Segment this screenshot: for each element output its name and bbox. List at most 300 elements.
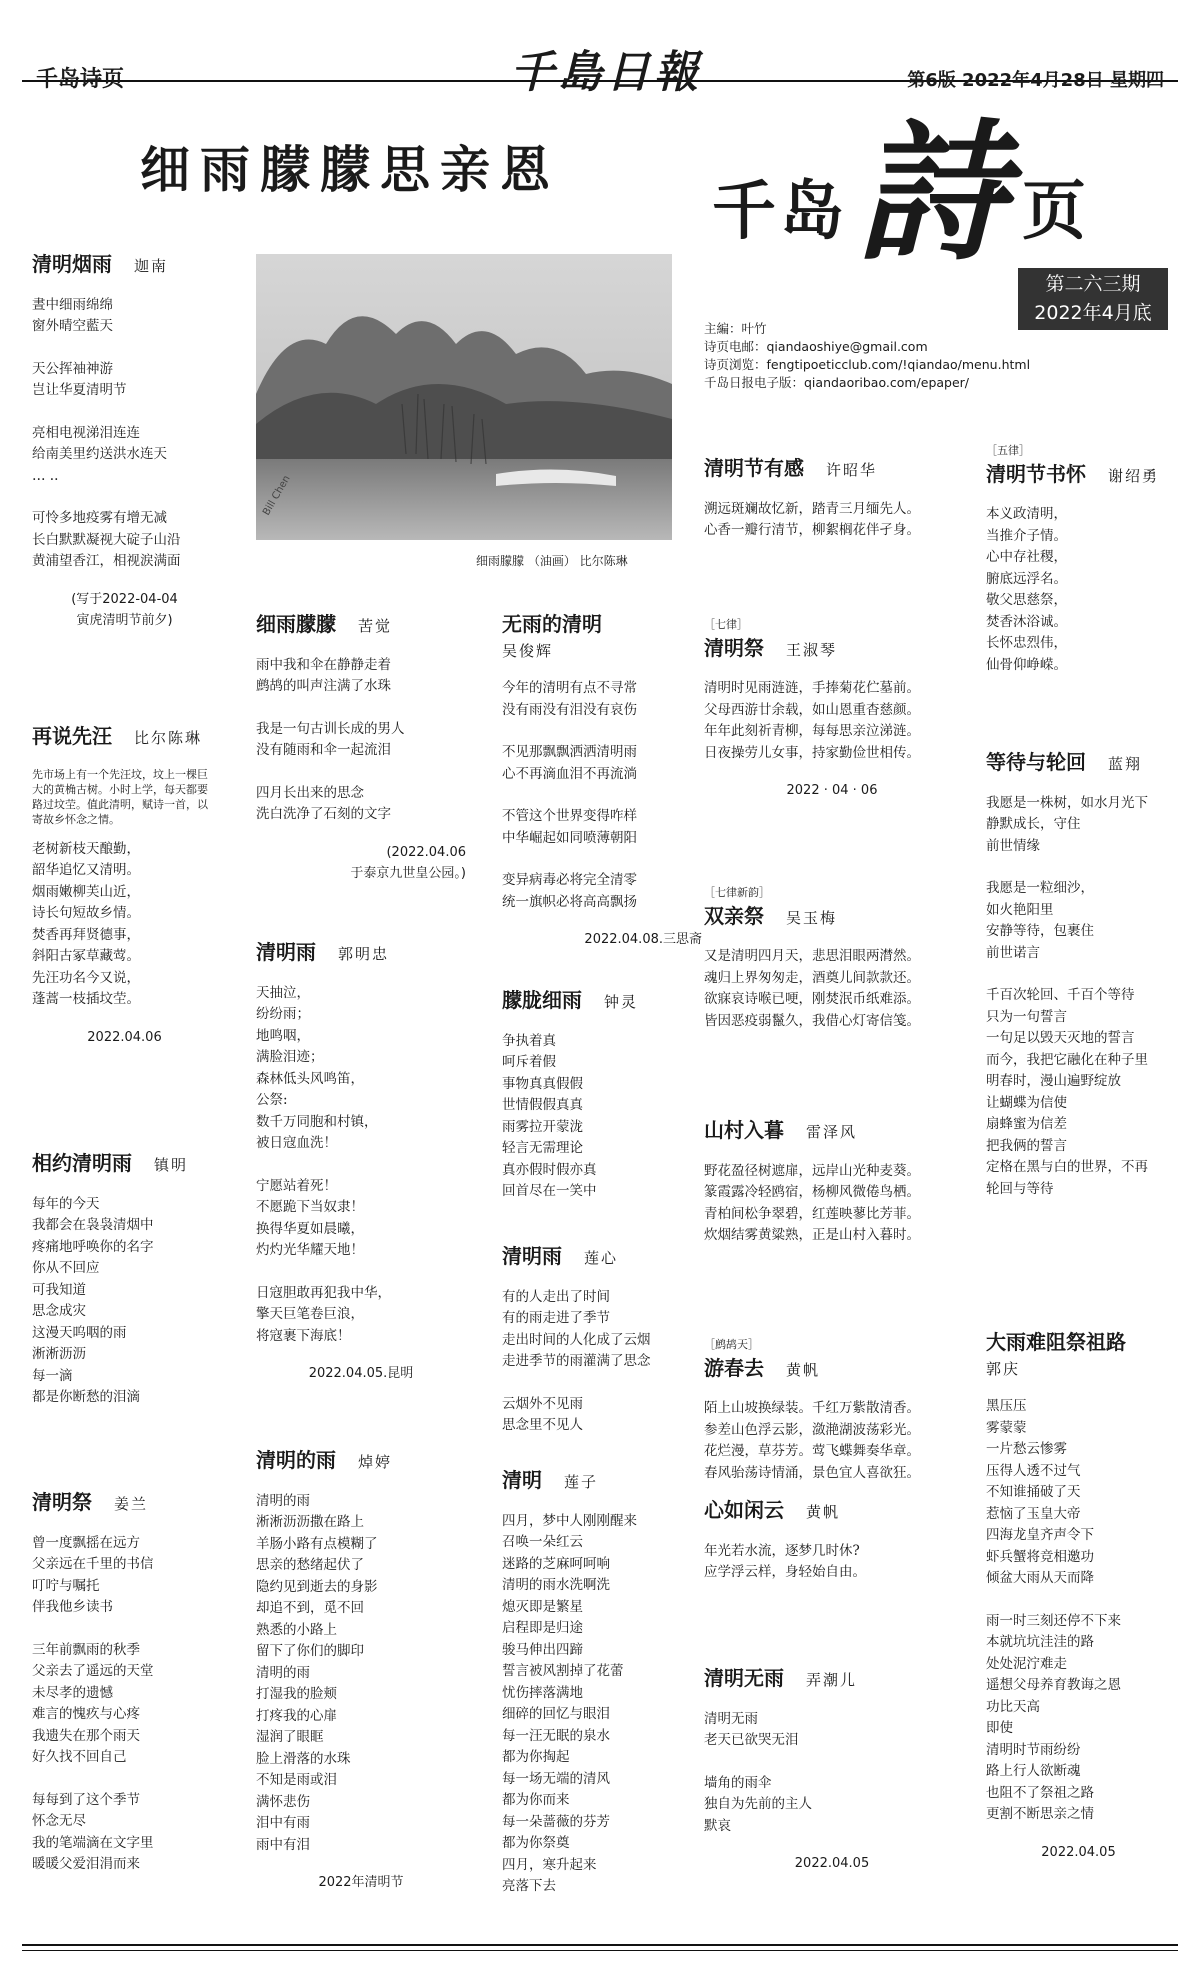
poem-line: 曾一度飘摇在远方 bbox=[32, 1534, 140, 1551]
poem-p14 bbox=[704, 882, 960, 1032]
poem-title: 再说先汪 bbox=[32, 724, 112, 748]
poem-line: 花烂漫，草芬芳。莺飞蝶舞奏华章。 bbox=[704, 1443, 920, 1459]
poem-header bbox=[704, 882, 960, 930]
poem-line: 鹧鸪的叫声注满了水珠 bbox=[256, 678, 391, 694]
poem-line: 疼痛地呼唤你的名字 bbox=[32, 1238, 154, 1255]
poem-line: 清明无雨 bbox=[704, 1710, 758, 1727]
poem-line: 难言的愧疚与心疼 bbox=[32, 1706, 140, 1722]
poem-line: 每年的今天 bbox=[32, 1195, 100, 1212]
poem-author: 黄帆 bbox=[806, 1503, 841, 1521]
issue-month: 2022年4月底 bbox=[1034, 302, 1152, 324]
poem-line: … .. bbox=[32, 467, 59, 484]
poem-p4 bbox=[32, 1492, 217, 1876]
poem-line: 父亲远在千里的书信 bbox=[32, 1556, 154, 1572]
editor-line: 主編：叶竹 bbox=[704, 321, 767, 336]
poem-line: 溯远斑斓故忆新，踏青三月缅先人。 bbox=[704, 500, 920, 517]
stanza-break bbox=[502, 785, 702, 806]
poem-line: 天公挥袖神游 bbox=[32, 360, 113, 377]
poem-line: 打疼我的心扉 bbox=[256, 1707, 337, 1724]
poem-line: 默哀 bbox=[704, 1817, 731, 1834]
poem-line: 欲寐哀诗喉已哽，刚焚泯币纸难添。 bbox=[704, 991, 920, 1007]
poem-line: 明春时，漫山遍野绽放 bbox=[986, 1073, 1121, 1089]
poem-date: 2022 · 04 · 06 bbox=[786, 783, 878, 798]
poem-date: 2022.04.05.昆明 bbox=[308, 1366, 414, 1381]
poem-author: 比尔陈琳 bbox=[134, 729, 203, 747]
poem-p3 bbox=[32, 1153, 217, 1409]
poem-title: 相约清明雨 bbox=[32, 1151, 132, 1175]
poem-line: 亮落下去 bbox=[502, 1878, 556, 1894]
poem-note: 先市场上有一个先汪坟，坟上一棵巨大的黄桷古树。小时上学，每天都要路过坟茔。值此清明，赋诗一首，以寄故乡怀念之情。 bbox=[32, 767, 208, 826]
poem-line: 隐约见到逝去的身影 bbox=[256, 1578, 378, 1595]
poem-header bbox=[32, 1153, 217, 1178]
poem-line: 四月，寒升起来 bbox=[502, 1856, 597, 1873]
poem-line: 本义政清明， bbox=[986, 506, 1067, 522]
poem-line: 路上行人欲断魂 bbox=[986, 1763, 1081, 1779]
poem-line: 四海龙皇齐声令下 bbox=[986, 1527, 1094, 1543]
poem-line: 年年此刻祈青柳，每每思亲泣涕涟。 bbox=[704, 723, 920, 739]
logo-shi-calligraphy: 詩 bbox=[856, 105, 1007, 281]
poem-line: 好久找不回自己 bbox=[32, 1749, 127, 1765]
poem-line: 处处泥泞难走 bbox=[986, 1655, 1067, 1672]
poem-line: 淅淅沥沥 bbox=[32, 1346, 86, 1362]
poem-title: 无雨的清明 bbox=[502, 612, 602, 636]
poem-line: 应学浮云样，身轻始自由。 bbox=[704, 1564, 866, 1580]
poem-line: 前世情缘 bbox=[986, 837, 1040, 854]
poem-line: 没有随雨和伞一起流泪 bbox=[256, 742, 391, 758]
poem-title: 细雨朦朦 bbox=[256, 612, 336, 636]
poem-line: 炊烟结雾黄粱熟，正是山村入暮时。 bbox=[704, 1227, 920, 1243]
poem-header bbox=[32, 726, 217, 751]
stanza-break bbox=[256, 1262, 466, 1283]
logo-ye: 页 bbox=[1022, 174, 1086, 249]
poem-line: 轮回与等待 bbox=[986, 1180, 1054, 1197]
poem-p18 bbox=[704, 1668, 960, 1875]
poem-p5 bbox=[256, 614, 466, 885]
poem-line: 老天已欲哭无泪 bbox=[704, 1732, 799, 1748]
poem-line: 湿润了眼眶 bbox=[256, 1729, 324, 1745]
poem-line: 静默成长，守住 bbox=[986, 816, 1081, 832]
poem-line: 把我俩的誓言 bbox=[986, 1137, 1067, 1154]
poem-line: 忧伤摔落满地 bbox=[502, 1684, 583, 1701]
poem-line: 我愿是一粒细沙， bbox=[986, 880, 1094, 896]
poem-line: 一句足以毁天灭地的誓言 bbox=[986, 1030, 1135, 1046]
stanza-break bbox=[256, 1155, 466, 1176]
poem-title: 清明无雨 bbox=[704, 1666, 784, 1690]
poem-line: 有的人走出了时间 bbox=[502, 1288, 610, 1305]
poem-line: 雨中有泪 bbox=[256, 1836, 310, 1853]
poem-line: 思念成灾 bbox=[32, 1303, 86, 1319]
stanza-break bbox=[32, 1619, 217, 1640]
poem-line: 心中存社稷， bbox=[986, 549, 1067, 565]
poem-line: 淅淅沥沥撒在路上 bbox=[256, 1514, 364, 1530]
poem-line: 思亲的愁绪起伏了 bbox=[256, 1557, 364, 1573]
poem-date: 2022.04.05 bbox=[1041, 1844, 1116, 1860]
poem-author: 郭明忠 bbox=[338, 945, 390, 963]
poem-line: 打湿我的脸颊 bbox=[256, 1686, 337, 1702]
poem-line: 满脸泪迹； bbox=[256, 1049, 324, 1065]
poem-header bbox=[256, 1450, 466, 1475]
poem-date: 2022.04.08.三思斋 bbox=[584, 932, 702, 947]
editorial-info bbox=[704, 320, 1030, 392]
poem-line: 黑压压 bbox=[986, 1398, 1027, 1414]
poem-p13 bbox=[704, 614, 960, 802]
poem-author: 迦南 bbox=[134, 257, 169, 275]
poem-line: 岂让华夏清明节 bbox=[32, 382, 127, 398]
poem-title: 游春去 bbox=[704, 1355, 764, 1380]
poem-p20 bbox=[986, 752, 1171, 1200]
poem-line: 三年前飘雨的秋季 bbox=[32, 1641, 140, 1658]
poem-form-tag: ［鹧鸪天］ bbox=[704, 1338, 759, 1351]
painting-image bbox=[256, 254, 672, 540]
stanza-break bbox=[986, 1590, 1171, 1611]
poem-line: 墙角的雨伞 bbox=[704, 1774, 772, 1791]
poem-date: 2022.04.05 bbox=[794, 1856, 870, 1871]
poem-line: 又是清明四月天，悲思泪眼两潸然。 bbox=[704, 948, 920, 964]
poem-line: 亮相电视涕泪连连 bbox=[32, 424, 140, 441]
poem-line: 思念里不见人 bbox=[502, 1417, 583, 1433]
poem-line: 争执着真 bbox=[502, 1032, 556, 1049]
poem-date: 2022.04.06 bbox=[87, 1029, 162, 1045]
poem-line: 心不再滴血泪不再流淌 bbox=[502, 765, 637, 782]
poem-line: 宁愿站着死！ bbox=[256, 1177, 337, 1194]
poem-line: 只为一句誓言 bbox=[986, 1008, 1067, 1025]
poem-line: 父母西游廿余载，如山恩重杳慈颜。 bbox=[704, 701, 920, 718]
poem-line: 轻言无需理论 bbox=[502, 1140, 583, 1156]
poem-line: 没有雨没有泪没有哀伤 bbox=[502, 701, 637, 718]
poem-p1 bbox=[32, 254, 217, 632]
stanza-break bbox=[704, 1752, 960, 1773]
poem-title: 朦胧细雨 bbox=[502, 988, 582, 1012]
poem-line: 叮咛与嘱托 bbox=[32, 1577, 100, 1594]
poem-author: 吴俊辉 bbox=[502, 641, 554, 660]
poem-line: 清明的雨水洗啊洗 bbox=[502, 1577, 610, 1593]
poem-line: 腑底远浮名。 bbox=[986, 570, 1067, 587]
poem-line: 也阻不了祭祖之路 bbox=[986, 1784, 1094, 1801]
poem-title: 双亲祭 bbox=[704, 903, 764, 928]
stanza-break bbox=[986, 857, 1171, 878]
poem-line: 脸上滑落的水珠 bbox=[256, 1750, 351, 1767]
poem-line: 雨雾拉开蒙泷 bbox=[502, 1118, 583, 1135]
poem-line: 独自为先前的主人 bbox=[704, 1796, 812, 1812]
poem-line: 而今，我把它融化在种子里 bbox=[986, 1051, 1148, 1068]
poem-header bbox=[502, 614, 702, 662]
poem-line: 启程即是归途 bbox=[502, 1620, 583, 1636]
poem-title: 清明烟雨 bbox=[32, 252, 112, 276]
poem-p17 bbox=[704, 1500, 960, 1584]
poem-header bbox=[704, 1120, 960, 1145]
poem-author: 许昭华 bbox=[826, 461, 878, 479]
poem-p8 bbox=[502, 614, 702, 951]
poem-line: 泪中有雨 bbox=[256, 1815, 310, 1831]
poem-form-tag: ［五律］ bbox=[986, 444, 1030, 457]
poem-line: 你从不回应 bbox=[32, 1260, 100, 1276]
poem-line: 统一旗帜必将高高飘扬 bbox=[502, 893, 637, 910]
poem-line: 窗外晴空藍天 bbox=[32, 318, 113, 334]
poem-p12 bbox=[704, 458, 960, 542]
poem-line: 不知谁捅破了天 bbox=[986, 1484, 1081, 1500]
poem-line: 焚香沐浴诚。 bbox=[986, 613, 1067, 630]
poem-p11 bbox=[502, 1470, 702, 1898]
poem-line: 野花盈径树遮扉，远岸山光种麦葵。 bbox=[704, 1162, 920, 1179]
poem-line: 焚香再拜贤德事， bbox=[32, 926, 140, 943]
poem-line: 黄浦望香江，相视涙满面 bbox=[32, 553, 181, 569]
poem-author: 吴玉梅 bbox=[786, 908, 838, 927]
stanza-break bbox=[32, 1769, 217, 1790]
poem-line: 回首尽在一笑中 bbox=[502, 1183, 597, 1199]
poem-line: 天抽泣， bbox=[256, 984, 310, 1001]
poem-author: 焯婷 bbox=[358, 1453, 393, 1471]
poem-header bbox=[32, 254, 217, 279]
poem-line: 清明的雨 bbox=[256, 1664, 310, 1681]
poem-line: 篆霞露冷轻鸥宿，杨柳风微倦鸟栖。 bbox=[704, 1184, 920, 1200]
poem-line: 每一场无端的清风 bbox=[502, 1770, 610, 1787]
poem-title: 清明的雨 bbox=[256, 1448, 336, 1472]
poem-line: 敬父思慈祭， bbox=[986, 592, 1067, 608]
poem-p9 bbox=[502, 990, 702, 1203]
poem-header bbox=[704, 1500, 960, 1525]
poem-line: 满怀悲伤 bbox=[256, 1793, 310, 1810]
poem-line: 都为你而来 bbox=[502, 1792, 570, 1808]
poem-author: 莲子 bbox=[564, 1473, 599, 1491]
poem-line: 即使 bbox=[986, 1720, 1013, 1736]
poem-line: 清明的雨 bbox=[256, 1492, 310, 1509]
poem-line: 换得华夏如晨曦， bbox=[256, 1220, 364, 1237]
logo-qiandao: 千岛 bbox=[712, 174, 848, 249]
poem-author: 雷泽风 bbox=[806, 1123, 858, 1141]
poem-line: 更割不断思亲之情 bbox=[986, 1806, 1094, 1822]
poem-line: 斜阳古冢草藏莺。 bbox=[32, 948, 140, 964]
poem-line: 魂归上界匆匆走，酒奠儿间款款还。 bbox=[704, 969, 920, 986]
svg-text:Bill Chen: Bill Chen bbox=[261, 473, 293, 518]
poem-line: 长白默默凝视大碇子山沿 bbox=[32, 531, 181, 548]
poem-line: 每一汪无眠的泉水 bbox=[502, 1727, 610, 1744]
poem-line: 事物真真假假 bbox=[502, 1075, 583, 1092]
poem-title: 清明祭 bbox=[704, 635, 764, 660]
poem-line: 给南美里约送洪水连天 bbox=[32, 446, 167, 462]
poem-title: 等待与轮回 bbox=[986, 750, 1086, 774]
poem-header bbox=[986, 440, 1171, 488]
poem-line: 虾兵蟹将竞相邀功 bbox=[986, 1548, 1094, 1565]
poem-line: 日寇胆敢再犯我中华， bbox=[256, 1284, 391, 1301]
poem-line: 雾蒙蒙 bbox=[986, 1419, 1027, 1436]
poem-line: 我愿是一株树，如水月光下 bbox=[986, 794, 1148, 811]
poem-line: 真亦假时假亦真 bbox=[502, 1161, 597, 1178]
poem-line: 定格在黑与白的世界，不再 bbox=[986, 1159, 1148, 1175]
poem-line: 蓬蒿一枝插坟茔。 bbox=[32, 991, 140, 1007]
painting-caption: 细雨朦朦 （油画） 比尔陈琳 bbox=[476, 554, 628, 568]
poem-date: (2022.04.06 于泰京九世皇公园。) bbox=[350, 844, 466, 881]
poem-title: 清明节有感 bbox=[704, 456, 804, 480]
footer-rule bbox=[22, 1944, 1178, 1946]
poem-line: 当推介子情。 bbox=[986, 527, 1067, 544]
poem-line: 不知是雨或泪 bbox=[256, 1772, 337, 1788]
poem-header bbox=[256, 942, 466, 967]
poem-line: 世情假假真真 bbox=[502, 1097, 583, 1113]
poem-line: 不愿跪下当奴隶！ bbox=[256, 1199, 364, 1215]
poem-line: 我是一句古训长成的男人 bbox=[256, 720, 405, 737]
stanza-break bbox=[502, 1373, 702, 1394]
poem-header bbox=[704, 614, 960, 662]
poem-line: 熟悉的小路上 bbox=[256, 1621, 337, 1638]
poem-line: 清明时见雨涟涟，手捧菊花伫墓前。 bbox=[704, 680, 920, 696]
poem-line: 走出时间的人化成了云烟 bbox=[502, 1331, 651, 1348]
section-name: 千岛诗页 bbox=[36, 67, 125, 92]
poem-p15 bbox=[704, 1120, 960, 1247]
poem-line: 召唤一朵红云 bbox=[502, 1534, 583, 1550]
poem-line: 让蝴蝶为信使 bbox=[986, 1094, 1067, 1111]
poem-header bbox=[256, 614, 466, 639]
poem-line: 每一朵蔷薇的芬芳 bbox=[502, 1813, 610, 1830]
poem-line: 未尽孝的遗憾 bbox=[32, 1684, 113, 1701]
poem-line: 羊肠小路有点模糊了 bbox=[256, 1535, 378, 1552]
email-line: 诗页电邮：qiandaoshiye@gmail.com bbox=[704, 339, 928, 354]
poem-line: 我遗失在那个雨天 bbox=[32, 1727, 140, 1744]
poem-author: 王淑琴 bbox=[786, 640, 838, 659]
stanza-break bbox=[256, 762, 466, 783]
stanza-break bbox=[32, 487, 217, 508]
masthead-logo: 千島日報 bbox=[510, 47, 702, 98]
poem-line: 这漫天呜咽的雨 bbox=[32, 1324, 127, 1341]
poem-author: 黄帆 bbox=[786, 1360, 821, 1379]
poem-line: 一片愁云惨雾 bbox=[986, 1441, 1067, 1457]
poem-header bbox=[502, 1246, 702, 1271]
epaper-line: 千岛日报电子版：qiandaoribao.com/epaper/ bbox=[704, 375, 970, 390]
poem-author: 苦觉 bbox=[358, 617, 393, 635]
poem-line: 长怀忠烈伟， bbox=[986, 635, 1067, 651]
poem-line: 细碎的回忆与眼泪 bbox=[502, 1706, 610, 1722]
poem-p16 bbox=[704, 1334, 960, 1484]
poem-line: 日夜操劳儿女事，持家勤俭世相传。 bbox=[704, 744, 920, 761]
poem-line: 都为你掏起 bbox=[502, 1749, 570, 1765]
poem-line: 暖暖父爱泪涓而来 bbox=[32, 1856, 140, 1872]
poem-line: 仙骨仰峥嵘。 bbox=[986, 656, 1067, 673]
stanza-break bbox=[256, 698, 466, 719]
poem-line: 诗长句短故乡情。 bbox=[32, 905, 140, 921]
poem-line: 留下了你们的脚印 bbox=[256, 1643, 364, 1659]
poem-line: 陌上山坡换绿装。千红万紫散清香。 bbox=[704, 1400, 920, 1416]
poem-line: 却追不到，觅不回 bbox=[256, 1600, 364, 1616]
poem-title: 清明 bbox=[502, 1468, 542, 1492]
poem-line: 我的笔端滴在文字里 bbox=[32, 1834, 154, 1851]
poem-line: 每一滴 bbox=[32, 1367, 73, 1384]
poem-line: 中华崛起如同喷薄朝阳 bbox=[502, 829, 637, 846]
poem-line: 春风骀荡诗情涌，景色宜人喜欲狂。 bbox=[704, 1464, 920, 1481]
poem-title: 清明雨 bbox=[502, 1244, 562, 1268]
poem-line: 誓言被风割掉了花蕾 bbox=[502, 1663, 624, 1679]
poem-line: 云烟外不见雨 bbox=[502, 1395, 583, 1412]
poem-header bbox=[704, 458, 960, 483]
poem-line: 擎天巨笔卷巨浪， bbox=[256, 1306, 364, 1322]
poem-line: 青柏间松争翠碧，红莲映蓼比芳菲。 bbox=[704, 1205, 920, 1222]
poem-author: 弄潮儿 bbox=[806, 1671, 858, 1689]
poem-author: 莲心 bbox=[584, 1249, 619, 1267]
poem-line: 今年的清明有点不寻常 bbox=[502, 680, 637, 696]
poem-title: 山村入暮 bbox=[704, 1118, 784, 1142]
poem-line: 父亲去了遥远的天堂 bbox=[32, 1663, 154, 1679]
poem-p21 bbox=[986, 1332, 1171, 1863]
poem-line: 雨中我和伞在静静走着 bbox=[256, 656, 391, 673]
poem-line: 可怜多地疫雾有增无减 bbox=[32, 510, 167, 526]
poem-line: 都是你断愁的泪滴 bbox=[32, 1389, 140, 1405]
stanza-break bbox=[32, 338, 217, 359]
poem-line: 变异病毒必将完全清零 bbox=[502, 872, 637, 888]
poem-line: 年光若水流，逐梦几时休? bbox=[704, 1542, 860, 1559]
poem-line: 纷纷雨； bbox=[256, 1006, 310, 1022]
poem-author: 郭庆 bbox=[986, 1359, 1021, 1378]
poem-line: 本就坑坑洼洼的路 bbox=[986, 1634, 1094, 1650]
poem-title: 清明雨 bbox=[256, 940, 316, 964]
poem-line: 皆因恶疫弱鬣久，我借心灯寄信笺。 bbox=[704, 1012, 920, 1029]
poem-form-tag: ［七律］ bbox=[704, 618, 748, 631]
poem-line: 伴我他乡读书 bbox=[32, 1599, 113, 1615]
poem-title: 清明祭 bbox=[32, 1490, 92, 1514]
poem-date: 2022年清明节 bbox=[318, 1875, 404, 1890]
poem-line: 都为你祭奠 bbox=[502, 1835, 570, 1851]
poem-line: 倾盆大雨从天而降 bbox=[986, 1570, 1094, 1586]
poem-date: (写于2022-04-04 寅虎清明节前夕) bbox=[71, 591, 178, 628]
issue-badge bbox=[1018, 268, 1168, 330]
poem-line: 将寇裹下海底！ bbox=[256, 1327, 351, 1344]
poem-p2 bbox=[32, 726, 217, 1048]
poem-line: 惹恼了玉皇大帝 bbox=[986, 1505, 1081, 1522]
poem-author: 镇明 bbox=[154, 1156, 189, 1174]
poem-title: 大雨难阻祭祖路 bbox=[986, 1330, 1126, 1354]
poem-line: 参差山色浮云影，潋滟湖波荡彩光。 bbox=[704, 1421, 920, 1438]
poem-form-tag: ［七律新韵］ bbox=[704, 886, 770, 899]
poem-line: 心香一瓣行清节，柳絮榈花伴孑身。 bbox=[704, 522, 920, 538]
footer-rule-thin bbox=[22, 1950, 1178, 1951]
poem-author: 谢绍勇 bbox=[1108, 466, 1160, 485]
poem-line: 地鸣咽， bbox=[256, 1027, 310, 1044]
poem-line: 四月长出来的思念 bbox=[256, 784, 364, 801]
poem-line: 数千万同胞和村镇， bbox=[256, 1113, 378, 1130]
poem-line: 公祭: bbox=[256, 1092, 288, 1108]
poem-line: 前世诺言 bbox=[986, 944, 1040, 961]
poem-line: 不管这个世界变得咋样 bbox=[502, 808, 637, 824]
poem-line: 如火艳阳里 bbox=[986, 901, 1054, 918]
poem-p6 bbox=[256, 942, 466, 1385]
poem-title: 心如闲云 bbox=[704, 1498, 784, 1522]
poem-line: 我都会在袅袅清烟中 bbox=[32, 1217, 154, 1233]
poem-line: 骏马伸出四蹄 bbox=[502, 1641, 583, 1658]
poem-line: 可我知道 bbox=[32, 1281, 86, 1298]
poem-line: 呵斥着假 bbox=[502, 1054, 556, 1070]
poem-line: 走进季节的雨灌满了思念 bbox=[502, 1353, 651, 1369]
poem-author: 蓝翔 bbox=[1108, 755, 1143, 773]
poem-line: 有的雨走进了季节 bbox=[502, 1310, 610, 1326]
poem-line: 被日寇血洗！ bbox=[256, 1135, 337, 1151]
poem-line: 森林低头风鸣笛， bbox=[256, 1070, 364, 1087]
poem-header bbox=[986, 1332, 1171, 1380]
poem-line: 老树新枝天酿勤， bbox=[32, 840, 140, 857]
issue-number: 第二六三期 bbox=[1045, 273, 1141, 295]
poem-header bbox=[502, 990, 702, 1015]
poem-p19 bbox=[986, 440, 1171, 676]
poem-line: 先汪功名今又说， bbox=[32, 969, 140, 986]
poem-line: 安静等待，包裹住 bbox=[986, 923, 1094, 939]
poem-line: 晝中细雨绵绵 bbox=[32, 296, 113, 313]
poem-line: 遥想父母养育教诲之恩 bbox=[986, 1677, 1121, 1693]
poem-line: 洗白洗净了石刻的文字 bbox=[256, 806, 391, 822]
poem-p10 bbox=[502, 1246, 702, 1437]
poem-line: 韶华追忆又清明。 bbox=[32, 862, 140, 878]
stanza-break bbox=[32, 402, 217, 423]
poem-header bbox=[986, 752, 1171, 777]
poem-line: 迷路的芝麻呵呵响 bbox=[502, 1555, 610, 1572]
stanza-break bbox=[986, 964, 1171, 985]
poem-line: 烟雨嫩柳芙山近， bbox=[32, 883, 140, 900]
poem-p7 bbox=[256, 1450, 466, 1894]
